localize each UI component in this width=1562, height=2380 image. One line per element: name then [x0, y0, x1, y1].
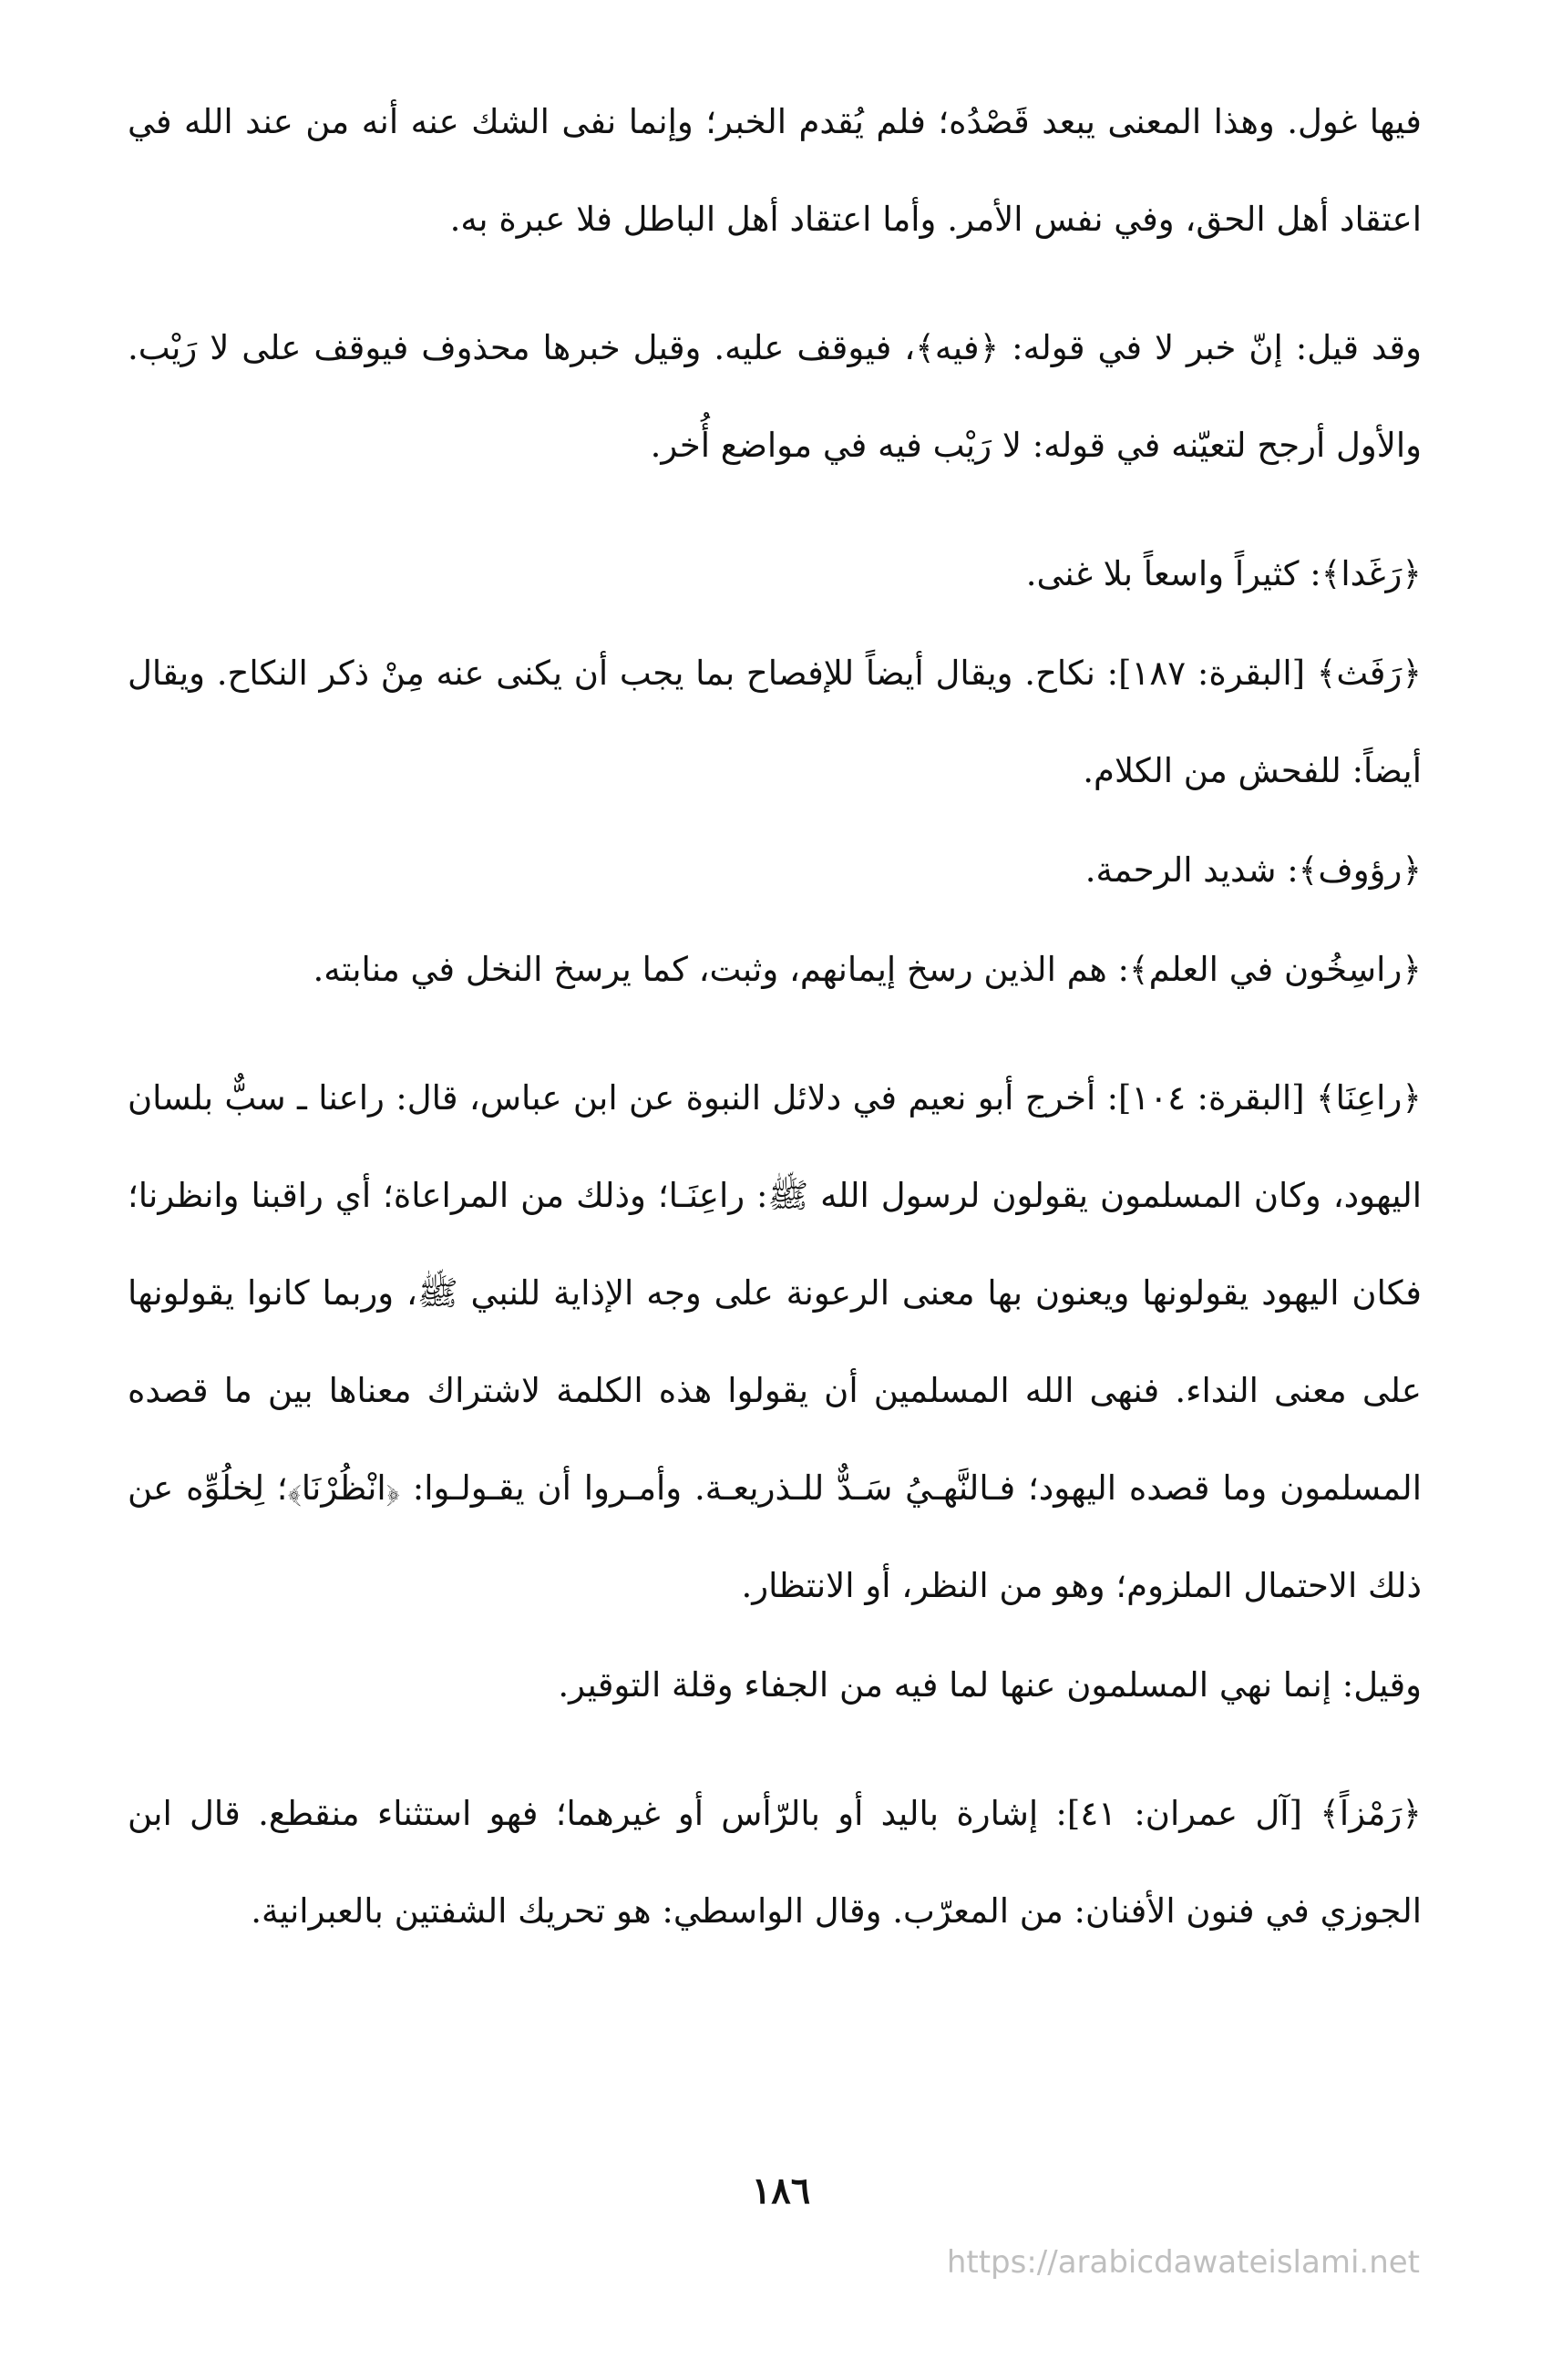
entry-rafath: ﴿رَفَث﴾ [البقرة: ١٨٧]: نكاح. ويقال أيضاً للإفصاح بما يجب أن يكنى عنه مِنْ ذكر النكاح. ويقال أيضاً: للفحش من الكلام. [128, 654, 1422, 790]
entry-ramzan: ﴿رَمْزاً﴾ [آل عمران: ٤١]: إشارة باليد أو بالرّأس أو غيرهما؛ فهو استثناء منقطع. قال ابن الجوزي في فنون الأفنان: من المعرّب. وقال الواسطي: هو تحريك الشفتين بالعبرانية. [128, 1794, 1422, 1931]
paragraph-qila: وقيل: إنما نهي المسلمون عنها لما فيه من الجفاء وقلة التوقير. [558, 1665, 1422, 1705]
watermark-url: https://arabicdawateislami.net [946, 2244, 1420, 2281]
paragraph-la-khabar: وقد قيل: إنّ خبر لا في قوله: ﴿فيه﴾، فيوقف عليه. وقيل خبرها محذوف فيوقف على لا رَيْب. والأول أرجح لتعيّنه في قوله: لا رَيْب فيه في مواضع أُخر. [128, 328, 1422, 465]
paragraph-ghoul: فيها غول. وهذا المعنى يبعد قَصْدُه؛ فلم يُقدم الخبر؛ وإنما نفى الشك عنه أنه من عند الله في اعتقاد أهل الحق، وفي نفس الأمر. وأما اعتقاد أهل الباطل فلا عبرة به. [128, 102, 1422, 239]
page-body [128, 73, 1422, 2169]
entry-raina: ﴿راعِنَا﴾ [البقرة: ١٠٤]: أخرج أبو نعيم في دلائل النبوة عن ابن عباس، قال: راعنا ـ سبٌّ بلسان اليهود، وكان المسلمون يقولون لرسول الله ﷺ: راعِنَـا؛ وذلك من المراعاة؛ أي راقبنا وانظرنا؛ فكان اليهود يقولونها ويعنون بها معنى الرعونة على وجه الإذاية للنبي ﷺ، وربما كانوا يقولونها على معنى النداء. فنهى الله المسلمين أن يقولوا هذه الكلمة لاشتراك معناها بين ما قصده المسلمون وما قصده اليهود؛ فـالنَّهـيُ سَـدٌّ للـذريعـة. وأمـروا أن يقـولـوا: ﴿انْظُرْنَا﴾؛ لِخلُوِّه عن ذلك الاحتمال الملزوم؛ وهو من النظر، أو الانتظار. [128, 1078, 1422, 1605]
entry-raouf: ﴿رؤوف﴾: شديد الرحمة. [1084, 850, 1422, 890]
page-number: ١٨٦ [751, 2169, 811, 2212]
entry-raghada: ﴿رَغَدا﴾: كثيراً واسعاً بلا غنى. [1025, 554, 1422, 593]
entry-rasikhun: ﴿راسِخُون في العلم﴾: هم الذين رسخ إيمانهم، وثبت، كما يرسخ النخل في منابته. [313, 950, 1422, 989]
